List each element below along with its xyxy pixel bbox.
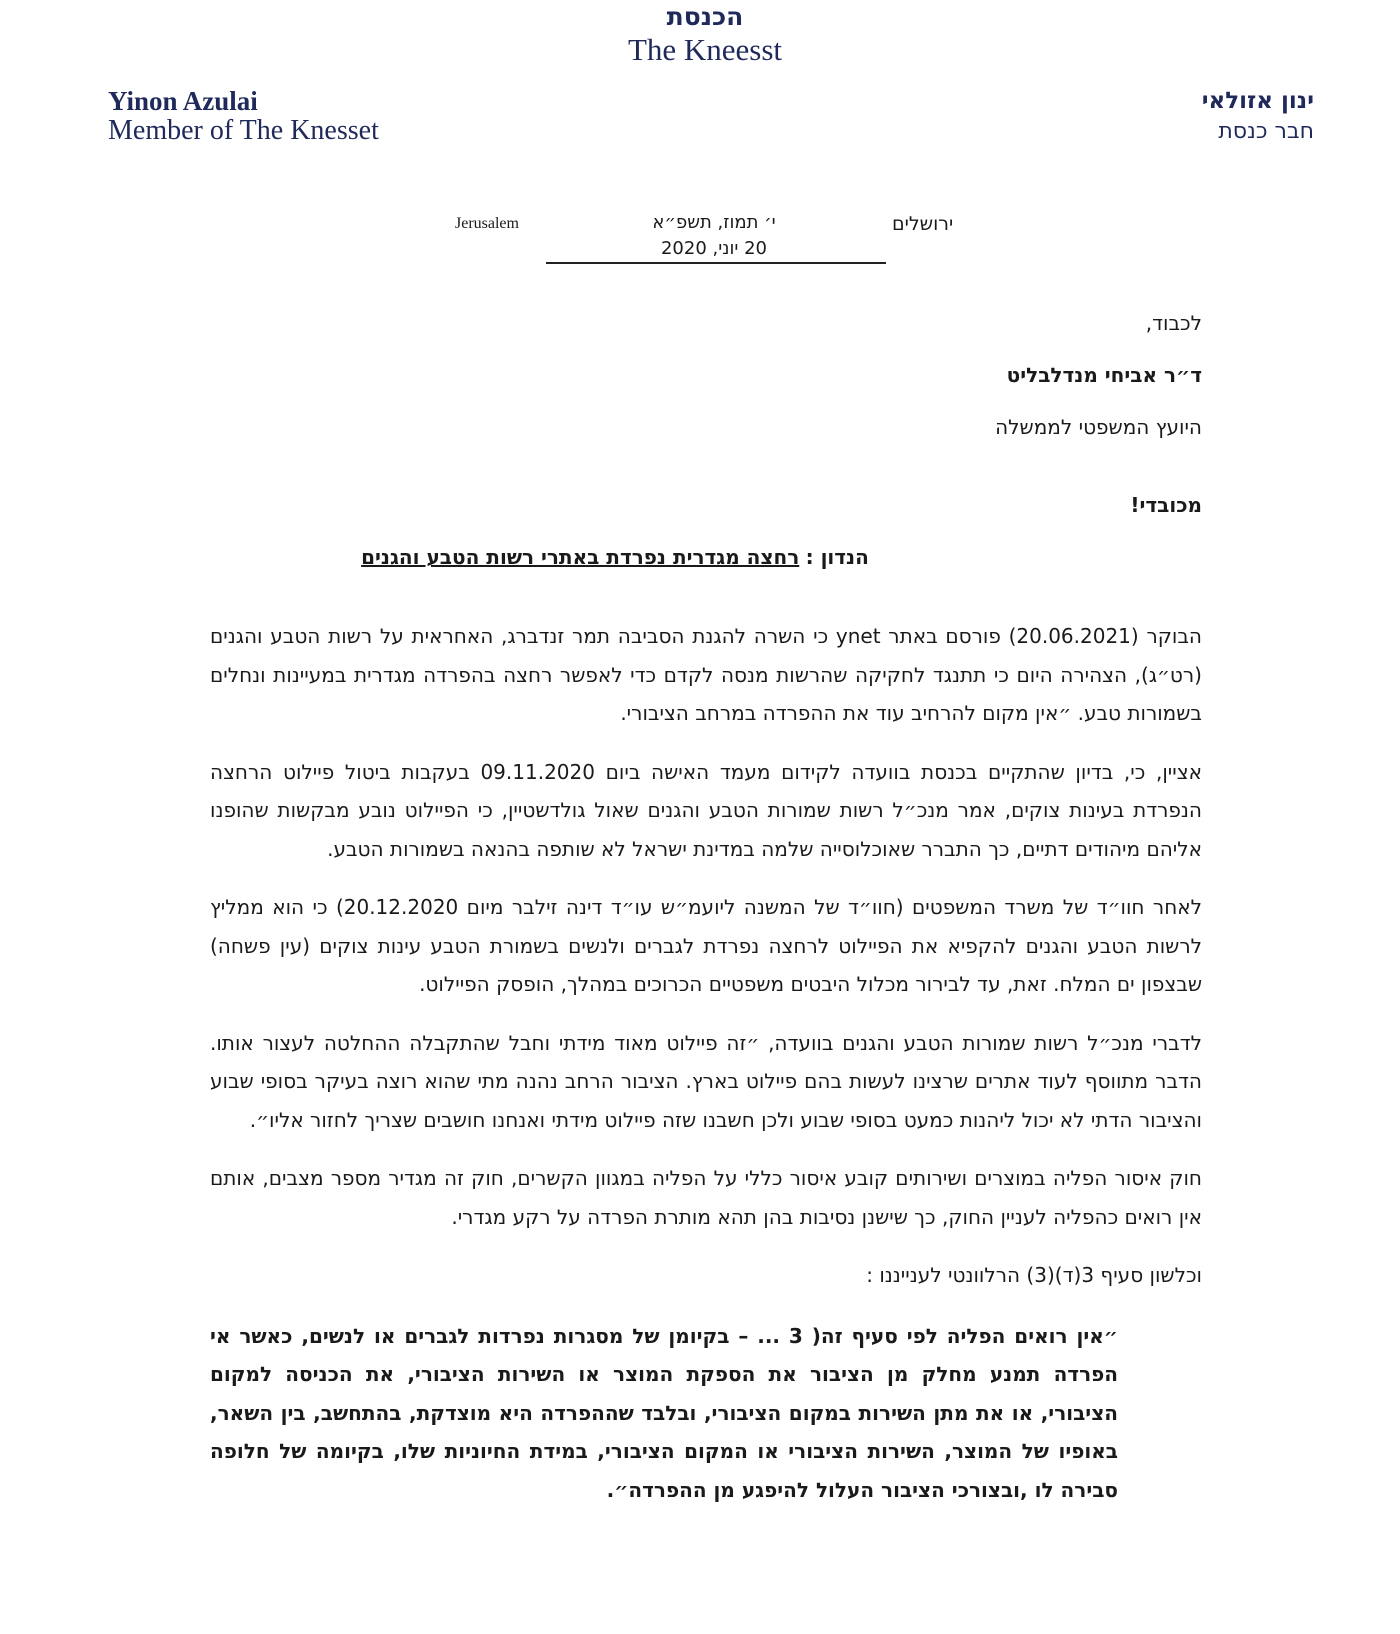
body-paragraph-2: אציין, כי, בדיון שהתקיים בכנסת בוועדה לקידום מעמד האישה ביום 09.11.2020 בעקבות ביטול פיילוט הרחצה הנפרדת בעינות צוקים, אמר מנכ״ל רשות שמורות הטבע והגנים שאול גולדשטיין, כי הפיילוט נובע מבקשות שהופנו אליהם מיהודים דתיים, כך התברר שאוכלוסייה שלמה במדינת ישראל לא שותפה בהנאה בשמורות הטבע. xyxy=(210,759,1202,861)
sender-title-english: Member of The Knesset xyxy=(108,115,379,146)
subject-line xyxy=(200,545,1030,569)
salutation: לכבוד, xyxy=(1145,311,1202,335)
greeting: מכובדי! xyxy=(1130,493,1202,517)
body-paragraph-3: לאחר חוו״ד של משרד המשפטים (חוו״ד של המשנה ליועמ״ש עו״ד דינה זילבר מיום 20.12.2020) כי הוא ממליץ לרשות הטבע והגנים להקפיא את הפיילוט לרחצה נפרדת לגברים ולנשים בשמורת הטבע עינות צוקים (עין פשחה) שבצפון ים המלח. זאת, עד לבירור מכלול היבטים משפטיים הכרוכים במהלך, הופסק הפיילוט. xyxy=(210,895,1202,996)
date-hebrew-calendar: י׳ תמוז, תשפ״א xyxy=(652,212,776,233)
subject-label: הנדון : xyxy=(805,545,869,569)
subject-text: רחצה מגדרית נפרדת באתרי רשות הטבע והגנים xyxy=(361,545,800,569)
addressee-name: ד״ר אביחי מנדלבליט xyxy=(1006,363,1202,387)
city-english: Jerusalem xyxy=(455,215,519,232)
letterhead-org-hebrew: הכנסת xyxy=(666,2,744,31)
body-paragraph-6: וכלשון סעיף 3(ד)(3) הרלוונטי לענייננו : xyxy=(866,1263,1202,1287)
letter-body xyxy=(210,617,1202,1509)
addressee-title: היועץ המשפטי לממשלה xyxy=(995,415,1202,439)
body-paragraph-4: לדברי מנכ״ל רשות שמורות הטבע והגנים בוועדה, ״זה פיילוט מאוד מידתי וחבל שהתקבלה ההחלטה לעצור אותו. הדבר מתווסף לעוד אתרים שרצינו לעשות בהם פיילוט בארץ. הציבור הרחב נהנה מתי שהוא רוצה בעיקר בסופי שבוע והציבור הדתי לא יכול ליהנות כמעט בסופי שבוע ולכן חשבנו שזה פיילוט מידתי ואנחנו חושבים שצריך לחזור אליו״. xyxy=(210,1030,1202,1132)
city-hebrew: ירושלים xyxy=(892,213,954,235)
date-underline-divider xyxy=(546,262,886,264)
sender-name-hebrew: ינון אזולאי xyxy=(1201,88,1314,114)
letterhead-org-english: The Kneesst xyxy=(627,32,783,67)
date-gregorian: 20 יוני, 2020 xyxy=(660,238,768,259)
sender-name-english: Yinon Azulai xyxy=(108,86,258,116)
body-paragraph-1: הבוקר (20.06.2021) פורסם באתר ynet כי השרה להגנת הסביבה תמר זנדברג, האחראית על רשות הטבע והגנים (רט״ג), הצהירה היום כי תתנגד לחקיקה שהרשות מנסה לקדם כדי לאפשר רחצה בהפרדה מגדרית במעיינות ונחלים בשמורות טבע. ״אין מקום להרחיב עוד את ההפרדה במרחב הציבורי. xyxy=(210,624,1202,725)
sender-title-hebrew: חבר כנסת xyxy=(1218,119,1314,144)
body-paragraph-5: חוק איסור הפליה במוצרים ושירותים קובע איסור כללי על הפליה במגוון הקשרים, חוק זה מגדיר מספר מצבים, אותם אין רואים כהפליה לעניין החוק, כך שישנן נסיבות בהן תהא מותרת הפרדה על רקע מגדרי. xyxy=(210,1166,1202,1229)
law-quote: ״אין רואים הפליה לפי סעיף זה( 3 ... – בקיומן של מסגרות נפרדות לגברים או לנשים, כאשר אי הפרדה תמנע מחלק מן הציבור את הספקת המוצר או השירות הציבורי, את הכניסה למקום הציבורי, או את מתן השירות במקום הציבורי, ובלבד שההפרדה היא מוצדקת, בהתחשב, בין השאר, באופיו של המוצר, השירות הציבורי או המקום הציבורי, במידת החיוניות שלו, בקיומה של חלופה סבירה לו ,ובצורכי הציבור העלול להיפגע מן ההפרדה״. xyxy=(210,1323,1119,1502)
